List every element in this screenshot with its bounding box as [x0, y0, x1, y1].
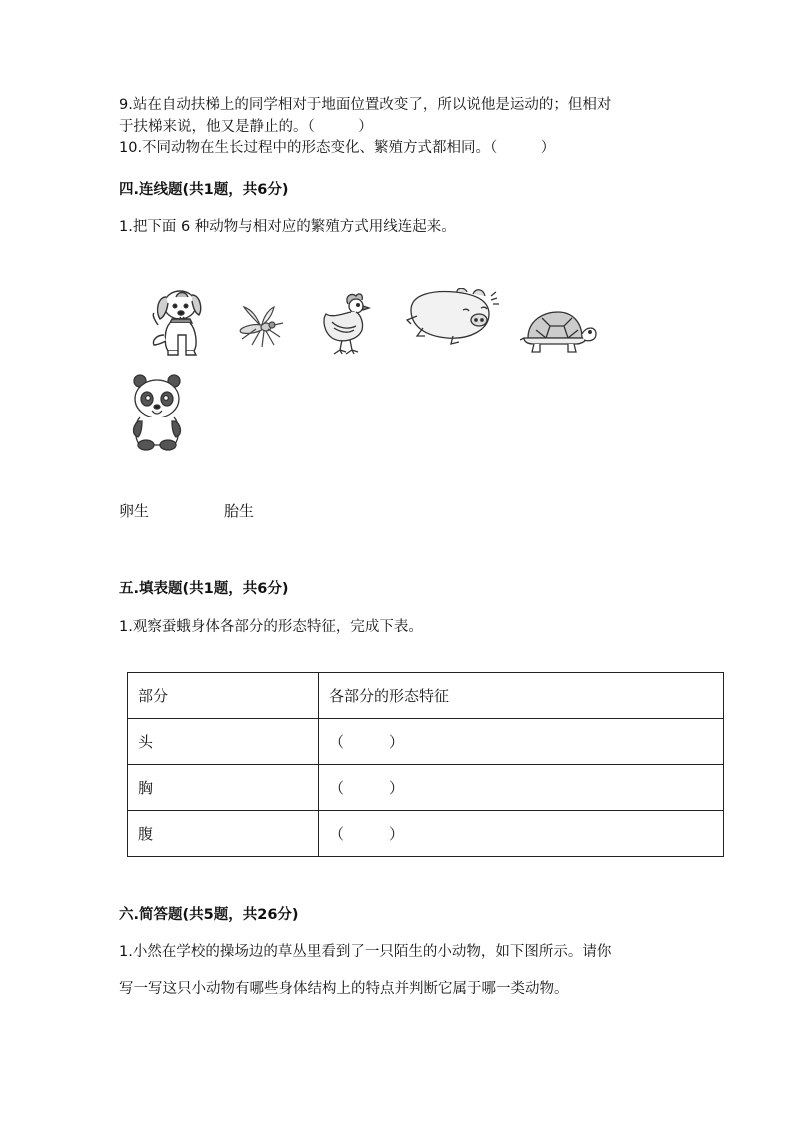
table-row	[128, 719, 724, 765]
table-header-cell: 部分	[128, 673, 319, 719]
question-9-line1: 9.站在自动扶梯上的同学相对于地面位置改变了，所以说他是运动的；但相对	[119, 97, 612, 113]
table-header-row	[128, 673, 724, 719]
table-row	[128, 811, 724, 857]
hen-icon	[318, 290, 374, 358]
panda-icon	[130, 373, 184, 451]
question-9-line2: 于扶梯来说，他又是静止的。（ ）	[119, 119, 373, 135]
section-4-question-1: 1.把下面 6 种动物与相对应的繁殖方式用线连起来。	[119, 219, 456, 235]
dog-icon	[146, 285, 208, 357]
table-header-cell: 各部分的形态特征	[319, 673, 724, 719]
table-row	[128, 765, 724, 811]
table-cell: 腹	[128, 811, 319, 857]
section-6-heading: 六.简答题(共5题，共26分)	[119, 907, 299, 923]
silkmoth-table	[127, 672, 724, 857]
section-5-heading: 五.填表题(共1题，共6分)	[119, 581, 289, 597]
mosquito-icon	[230, 305, 284, 351]
table-answer-cell[interactable]: （ ）	[319, 719, 724, 765]
label-viviparous: 胎生	[224, 502, 255, 520]
section-6-question-1-line1: 1.小然在学校的操场边的草丛里看到了一只陌生的小动物，如下图所示。请你	[119, 944, 612, 960]
question-10: 10.不同动物在生长过程中的形态变化、繁殖方式都相同。（ ）	[119, 140, 556, 156]
table-cell: 头	[128, 719, 319, 765]
table-answer-cell[interactable]: （ ）	[319, 765, 724, 811]
section-4-heading: 四.连线题(共1题，共6分)	[119, 182, 289, 198]
turtle-icon	[520, 308, 598, 354]
section-5-question-1: 1.观察蚕蛾身体各部分的形态特征，完成下表。	[119, 619, 423, 635]
pig-icon	[403, 288, 503, 346]
table-cell: 胸	[128, 765, 319, 811]
section-6-question-1-line2: 写一写这只小动物有哪些身体结构上的特点并判断它属于哪一类动物。	[119, 981, 569, 997]
label-oviparous: 卵生	[119, 502, 150, 520]
table-answer-cell[interactable]: （ ）	[319, 811, 724, 857]
